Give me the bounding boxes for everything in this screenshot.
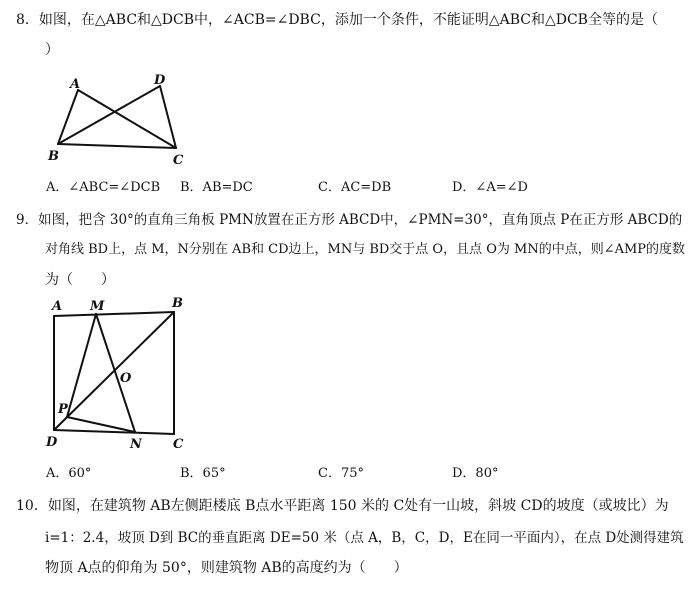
q9-option-a[interactable]: A．60° [46,466,92,481]
q8-label-b: B [48,149,59,164]
q9-label-m: M [90,299,105,314]
q8-option-c[interactable]: C．AC=DB [318,180,392,195]
q9-segment-mp [67,314,96,417]
q9-stem-line2: 对角线 BD上，点 M，N分别在 AB和 CD边上，MN与 BD交于点 O，且点 O为 MN的中点，则∠AMP的度数 [45,242,686,257]
q8-segment-bc [58,144,176,148]
q8-label-d: D [154,73,166,88]
q9-option-d[interactable]: D．80° [452,466,499,481]
q9-label-n: N [130,437,142,452]
q8-option-a[interactable]: A．∠ABC=∠DCB [46,180,161,195]
q8-segment-ac [78,90,176,148]
q9-stem-line3: 为（ ） [45,272,115,288]
q8-stem-line2: ） [45,42,59,58]
q9-side-ab [54,312,174,316]
q9-option-b[interactable]: B．65° [180,466,226,481]
q9-option-c[interactable]: C．75° [318,466,364,481]
q9-label-c: C [173,437,184,452]
q8-option-d[interactable]: D．∠A=∠D [452,180,528,195]
q10-stem-line2: i=1：2.4，坡顶 D到 BC的垂直距离 DE=50 米（点 A，B，C，D，E在同一平面内），在点 D处测得建筑 [45,530,684,546]
q8-segment-cd [160,86,176,148]
q8-label-a: A [70,77,81,92]
q9-label-p: P [58,402,68,417]
q8-stem-line1: 8．如图，在△ABC和△DCB中，∠ACB=∠DBC，添加一个条件，不能证明△ABC和△DCB全等的是（ [16,12,658,28]
q8-segment-ab [58,90,78,144]
q9-label-o: O [120,371,132,386]
q9-figure [38,296,218,456]
q8-figure [40,73,240,178]
q8-label-c: C [173,153,184,168]
q10-stem-line1: 10．如图，在建筑物 AB左侧距楼底 B点水平距离 150 米的 C处有一山坡，斜坡 CD的坡度（或坡比）为 [16,498,669,514]
q8-option-b[interactable]: B．AB=DC [180,180,253,195]
q8-segment-bd [58,86,160,144]
q9-side-cd [54,430,174,434]
q10-stem-line3: 物顶 A点的仰角为 50°，则建筑物 AB的高度约为（ ） [45,560,408,576]
q9-stem-line1: 9．如图，把含 30°的直角三角板 PMN放置在正方形 ABCD中，∠PMN=30°，直角顶点 P在正方形 ABCD的 [16,212,683,228]
q9-label-d: D [46,435,58,450]
q9-label-a: A [52,299,63,314]
q9-segment-pn [67,417,135,432]
q9-label-b: B [172,296,183,311]
